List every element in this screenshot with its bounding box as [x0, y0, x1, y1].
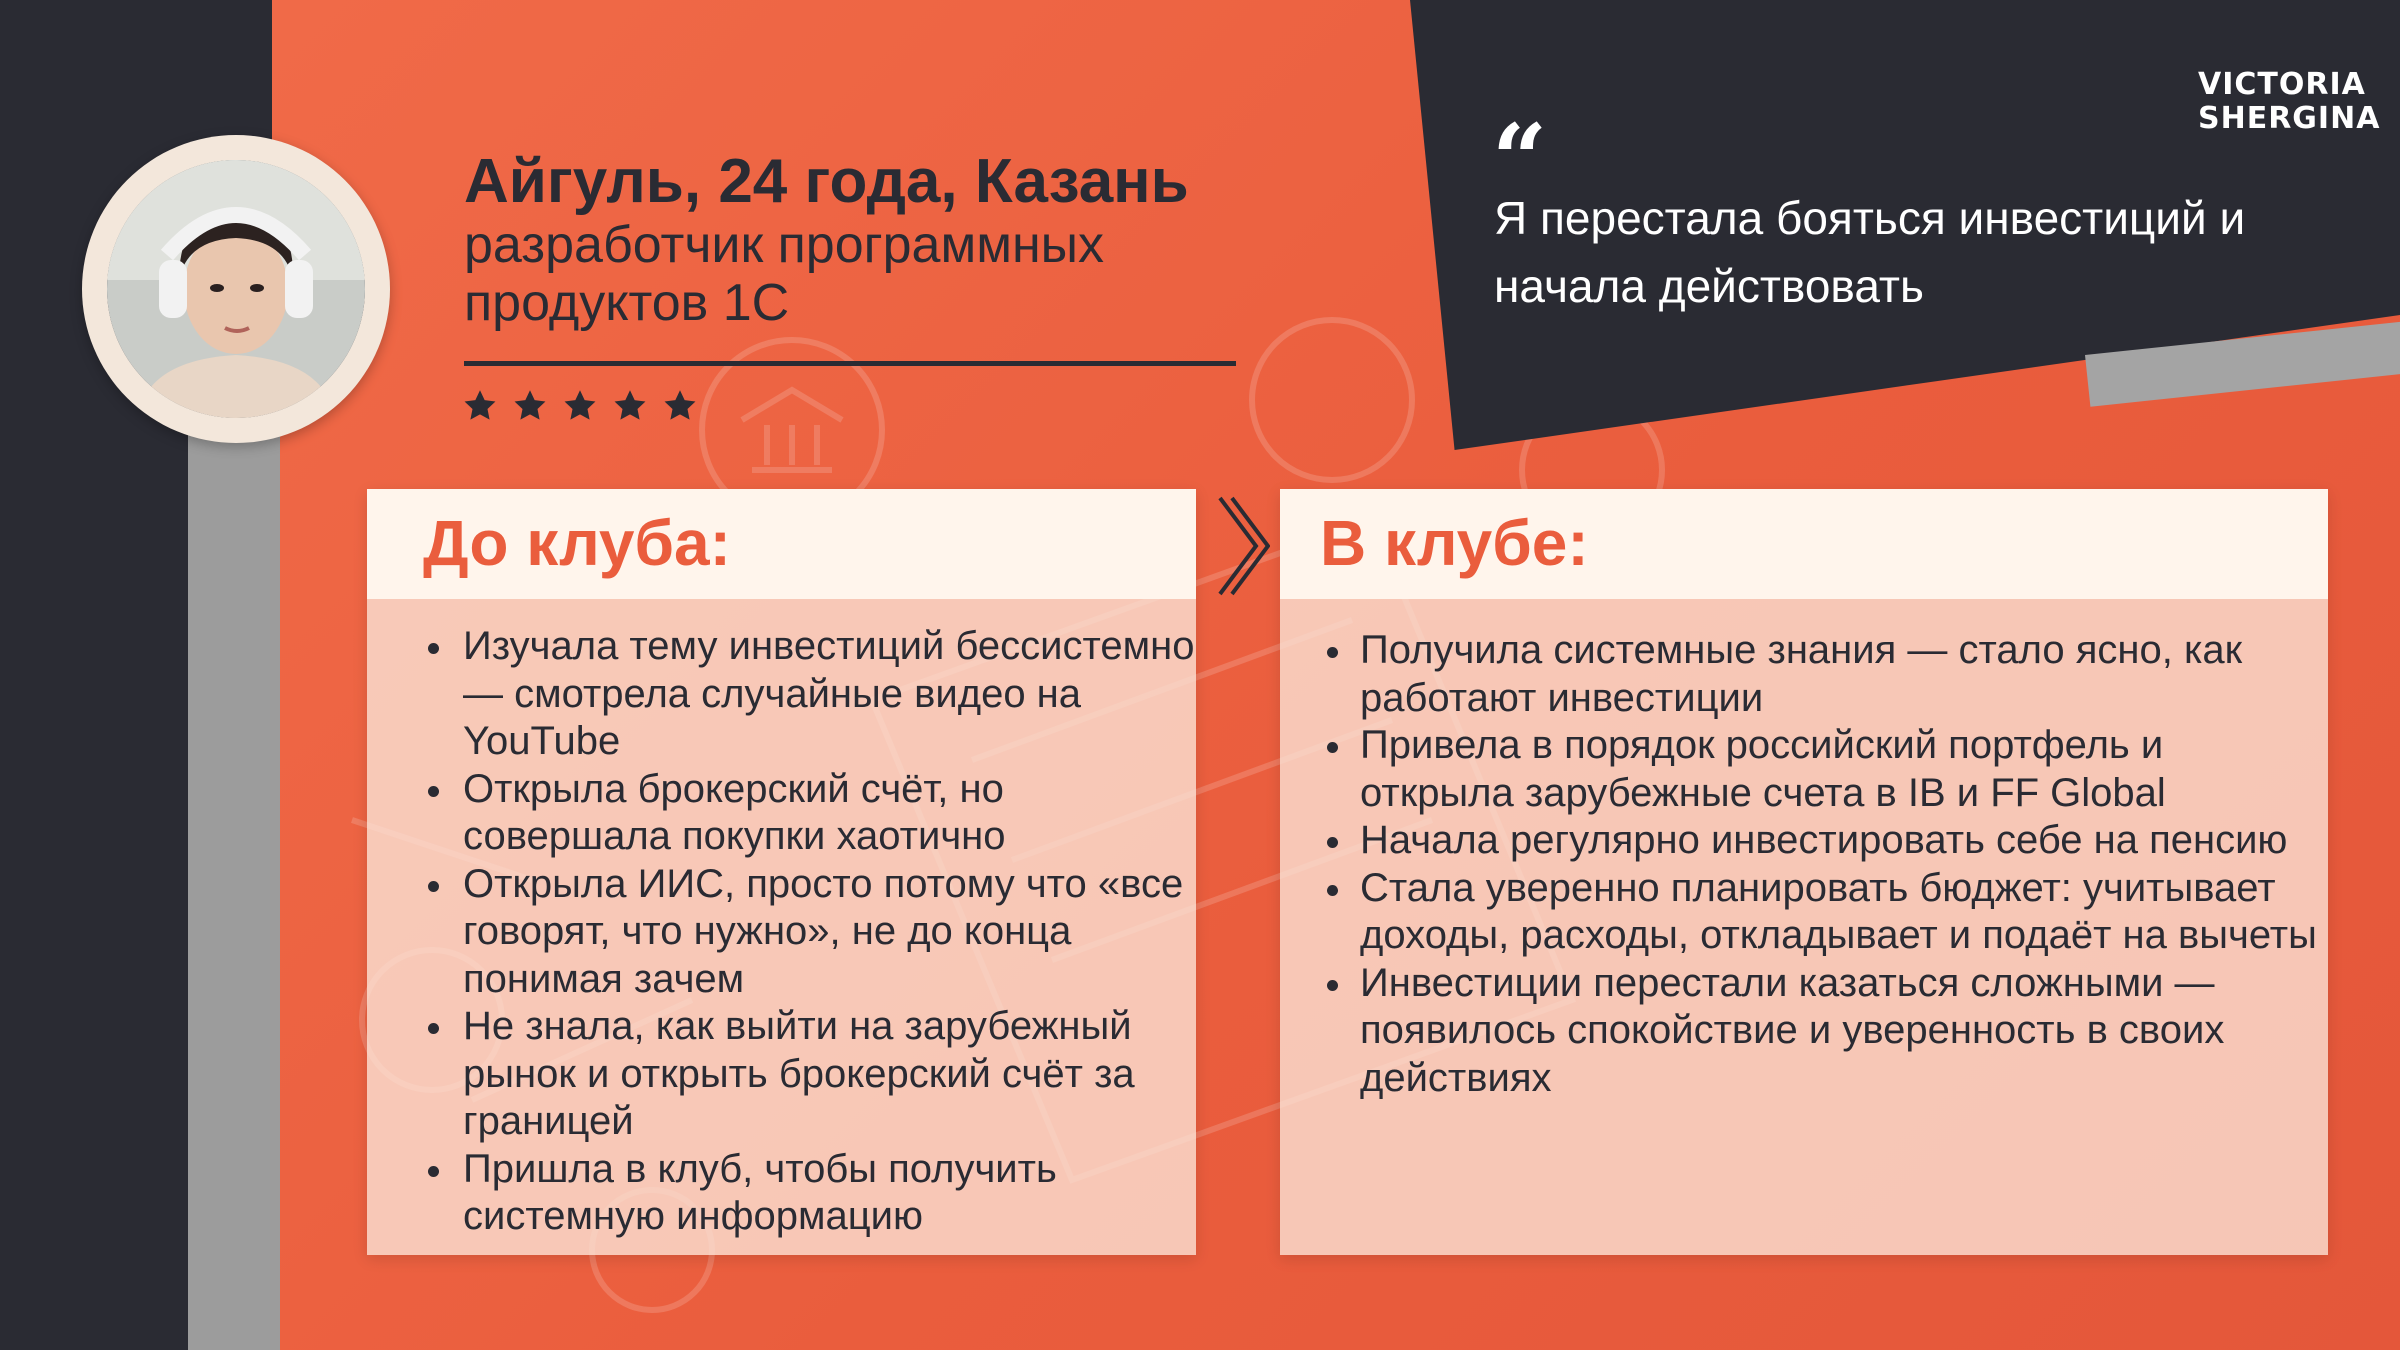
list-item: Изучала тему инвестиций бессистемно — смотрела случайные видео на YouTube: [367, 623, 1196, 766]
star-icon: [512, 388, 548, 424]
left-grey-bar: [188, 420, 280, 1350]
list-item: Начала регулярно инвестировать себе на пенсию: [1280, 817, 2328, 865]
before-club-header: [367, 489, 1196, 599]
list-item: Получила системные знания — стало ясно, как работают инвестиции: [1280, 627, 2328, 722]
in-club-list: [1280, 599, 2328, 1102]
list-item: Стала уверенно планировать бюджет: учитывает доходы, расходы, откладывает и подаёт на вычеты: [1280, 865, 2328, 960]
profile-divider: [464, 361, 1236, 366]
list-item: Открыла брокерский счёт, но совершала покупки хаотично: [367, 766, 1196, 861]
profile-name: Айгуль, 24 года, Казань: [464, 147, 1189, 216]
star-icon: [462, 388, 498, 424]
profile-role: разработчик программных продуктов 1С: [464, 216, 1105, 332]
rating-stars: [462, 388, 698, 424]
avatar-photo: [107, 160, 365, 418]
list-item: Открыла ИИС, просто потому что «все говорят, что нужно», не до конца понимая зачем: [367, 861, 1196, 1004]
list-item: Инвестиции перестали казаться сложными — появилось спокойствие и уверенность в своих действиях: [1280, 960, 2328, 1103]
chevron-right-icon: [1212, 494, 1270, 598]
star-icon: [662, 388, 698, 424]
quote-icon: “: [1492, 103, 1548, 216]
before-club-card: [367, 489, 1196, 1255]
list-item: Не знала, как выйти на зарубежный рынок и открыть брокерский счёт за границей: [367, 1003, 1196, 1146]
list-item: Пришла в клуб, чтобы получить системную информацию: [367, 1146, 1196, 1241]
star-icon: [562, 388, 598, 424]
before-club-title: До клуба:: [423, 507, 731, 579]
in-club-header: [1280, 489, 2328, 599]
in-club-title: В клубе:: [1320, 507, 1589, 579]
in-club-card: [1280, 489, 2328, 1255]
brand-logo-line2: SHERGINA: [2198, 101, 2381, 136]
star-icon: [612, 388, 648, 424]
brand-logo-line1: VICTORIA: [2198, 67, 2366, 102]
quote-text: Я перестала бояться инвестиций и начала действовать: [1494, 192, 2246, 312]
avatar: [107, 160, 365, 418]
list-item: Привела в порядок российский портфель и открыла зарубежные счета в IB и FF Global: [1280, 722, 2328, 817]
before-club-list: [367, 599, 1196, 1241]
brand-logo: [2198, 68, 2380, 136]
